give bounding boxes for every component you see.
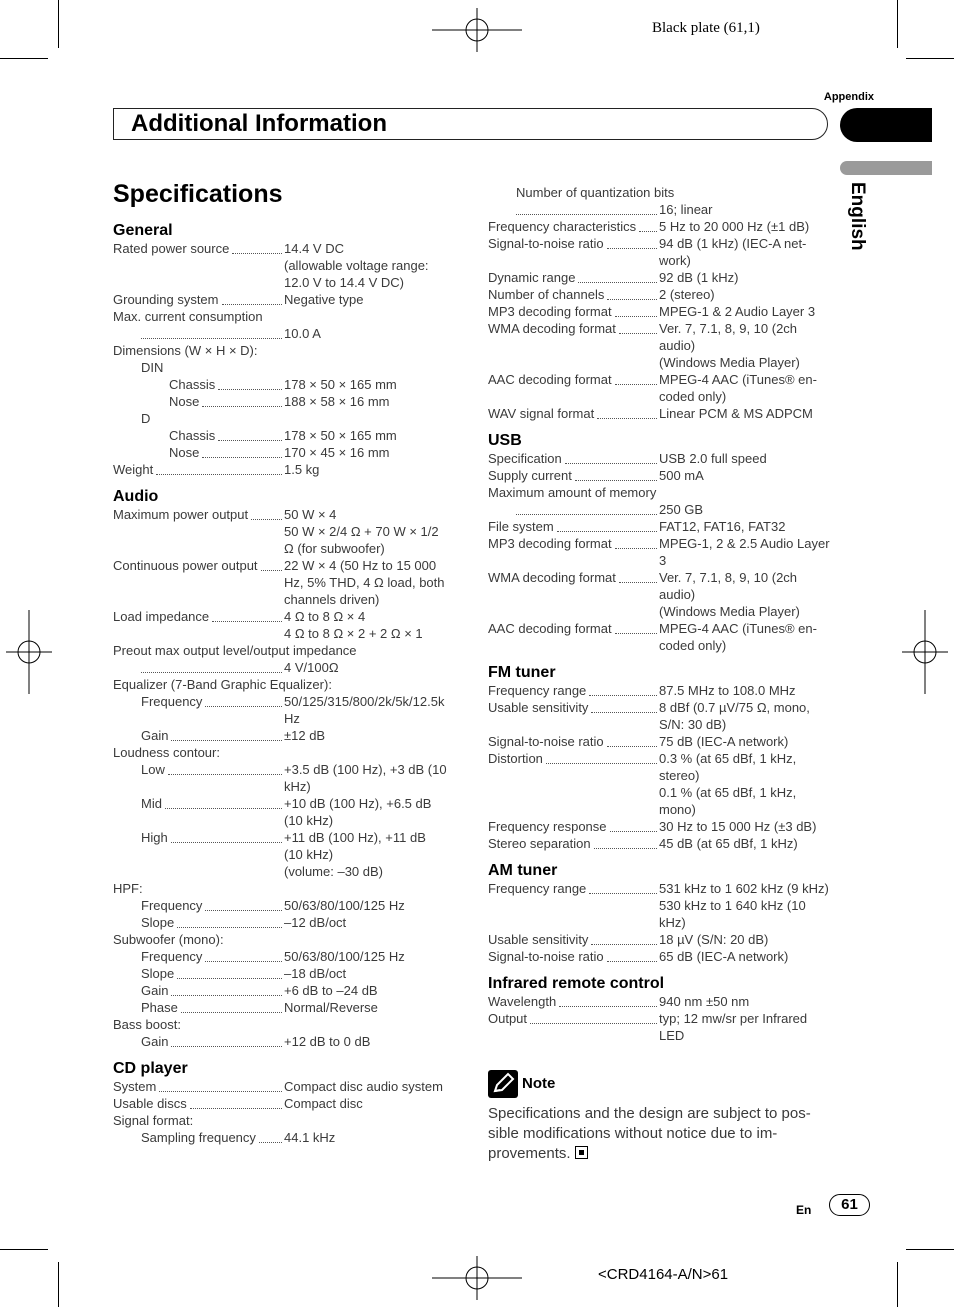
spec-row — [488, 184, 859, 201]
spec-value: 8 dBf (0.7 µV/75 Ω, mono, — [659, 700, 810, 715]
spec-row — [488, 750, 859, 767]
spec-row — [113, 308, 484, 325]
spec-value: Linear PCM & MS ADPCM — [659, 406, 813, 421]
page-number: 61 — [829, 1194, 870, 1216]
spec-row — [488, 235, 859, 252]
spec-label: Signal-to-noise ratio — [488, 734, 604, 749]
spec-value: Compact disc audio system — [284, 1079, 443, 1094]
spec-value-continued: channels driven) — [284, 592, 380, 607]
note-line-text: provements. — [488, 1145, 571, 1162]
end-mark-icon — [575, 1146, 588, 1159]
spec-row — [113, 982, 484, 999]
leader-dots — [607, 235, 657, 249]
spec-label: WMA decoding format — [488, 321, 616, 336]
leader-dots — [578, 269, 657, 283]
spec-label: D — [141, 411, 151, 426]
spec-label: Gain — [141, 728, 169, 743]
spec-label: Grounding system — [113, 292, 219, 307]
leader-dots — [159, 1078, 282, 1092]
leader-dots — [222, 291, 282, 305]
spec-row — [113, 342, 484, 359]
spec-label: Signal-to-noise ratio — [488, 236, 604, 251]
spec-label: Frequency range — [488, 881, 587, 896]
note-text — [488, 1104, 811, 1164]
spec-value: 94 dB (1 kHz) (IEC-A net- — [659, 236, 807, 251]
spec-label: Gain — [141, 983, 169, 998]
leader-dots — [594, 835, 657, 849]
spec-value: Negative type — [284, 292, 364, 307]
spec-row — [488, 948, 859, 965]
spec-row — [113, 761, 484, 778]
spec-label: AAC decoding format — [488, 621, 612, 636]
spec-label: Dynamic range — [488, 270, 576, 285]
section-heading: FM tuner — [488, 664, 556, 681]
spec-row — [488, 320, 859, 337]
leader-dots — [546, 750, 657, 764]
section-heading: Infrared remote control — [488, 975, 665, 992]
spec-label: Nose — [169, 445, 200, 460]
leader-dots — [516, 201, 657, 215]
spec-row — [113, 1033, 484, 1050]
spec-row — [113, 557, 484, 574]
spec-value-continued: 3 — [659, 553, 667, 568]
spec-row — [113, 676, 484, 693]
leader-dots — [232, 240, 282, 254]
spec-row — [113, 965, 484, 982]
leader-dots — [218, 376, 282, 390]
spec-label: System — [113, 1079, 157, 1094]
leader-dots — [516, 501, 657, 515]
registration-mark-right — [902, 610, 948, 694]
leader-dots — [165, 795, 282, 809]
spec-row — [488, 993, 859, 1010]
note-line: sible modifications without notice due to im- — [488, 1125, 778, 1142]
spec-label: Frequency response — [488, 819, 607, 834]
spec-value: +10 dB (100 Hz), +6.5 dB — [284, 796, 432, 811]
spec-label: Dimensions (W × H × D): — [113, 343, 258, 358]
spec-value-continued: (Windows Media Player) — [659, 355, 800, 370]
spec-row — [113, 359, 484, 376]
leader-dots — [205, 897, 282, 911]
leader-dots — [171, 1033, 282, 1047]
spec-label: Frequency — [141, 949, 203, 964]
spec-value: +12 dB to 0 dB — [284, 1034, 371, 1049]
spec-value: 531 kHz to 1 602 kHz (9 kHz) — [659, 881, 829, 896]
leader-dots — [141, 325, 282, 339]
spec-value: 500 mA — [659, 468, 704, 483]
spec-value: +6 dB to –24 dB — [284, 983, 378, 998]
spec-row — [488, 535, 859, 552]
spec-label: Frequency — [141, 694, 203, 709]
spec-label: High — [141, 830, 168, 845]
leader-dots — [591, 699, 657, 713]
registration-mark-left — [6, 610, 52, 694]
spec-value: MPEG-1, 2 & 2.5 Audio Layer — [659, 536, 830, 551]
spec-row — [113, 608, 484, 625]
leader-dots — [218, 427, 282, 441]
spec-row — [113, 931, 484, 948]
spec-value: ±12 dB — [284, 728, 326, 743]
spec-row — [113, 1095, 484, 1112]
spec-value-continued: coded only) — [659, 638, 727, 653]
spec-row — [488, 450, 859, 467]
spec-row — [113, 461, 484, 478]
spec-row — [113, 659, 484, 676]
spec-row — [488, 818, 859, 835]
spec-label: Usable sensitivity — [488, 932, 589, 947]
spec-label: MP3 decoding format — [488, 304, 612, 319]
spec-label: Frequency — [141, 898, 203, 913]
spec-value: 87.5 MHz to 108.0 MHz — [659, 683, 796, 698]
leader-dots — [607, 948, 657, 962]
spec-label: Rated power source — [113, 241, 230, 256]
spec-label: DIN — [141, 360, 164, 375]
spec-row — [113, 693, 484, 710]
section-heading: AM tuner — [488, 862, 558, 879]
spec-row — [113, 897, 484, 914]
leader-dots — [171, 727, 282, 741]
spec-row — [113, 1078, 484, 1095]
spec-value-continued: Hz — [284, 711, 300, 726]
spec-row — [488, 501, 859, 518]
spec-row — [488, 682, 859, 699]
spec-label: Phase — [141, 1000, 178, 1015]
spec-value: 250 GB — [659, 502, 704, 517]
spec-value: FAT12, FAT16, FAT32 — [659, 519, 786, 534]
spec-label: Maximum power output — [113, 507, 249, 522]
spec-value-continued: LED — [659, 1028, 685, 1043]
note-label: Note — [522, 1075, 556, 1092]
leader-dots — [591, 931, 657, 945]
spec-label: HPF: — [113, 881, 143, 896]
leader-dots — [202, 444, 282, 458]
spec-value: 45 dB (at 65 dBf, 1 kHz) — [659, 836, 798, 851]
leader-dots — [559, 993, 657, 1007]
spec-value: 22 W × 4 (50 Hz to 15 000 — [284, 558, 437, 573]
leader-dots — [261, 557, 282, 571]
spec-label: Maximum amount of memory — [488, 485, 657, 500]
section-tab — [840, 108, 932, 142]
spec-value-continued: 50 W × 2/4 Ω + 70 W × 1/2 — [284, 524, 439, 539]
spec-row — [113, 325, 484, 342]
spec-row — [113, 376, 484, 393]
appendix-label: Appendix — [823, 91, 874, 103]
spec-row — [113, 795, 484, 812]
spec-label: Supply current — [488, 468, 572, 483]
spec-row — [113, 506, 484, 523]
spec-value: 50 W × 4 — [284, 507, 337, 522]
registration-mark-bottom — [432, 1256, 522, 1300]
spec-value: Compact disc — [284, 1096, 363, 1111]
section-heading: General — [113, 222, 173, 239]
spec-label: Output — [488, 1011, 528, 1026]
leader-dots — [615, 371, 657, 385]
spec-row — [113, 948, 484, 965]
spec-row — [113, 291, 484, 308]
section-heading: CD player — [113, 1060, 188, 1077]
spec-row — [113, 914, 484, 931]
spec-value: 14.4 V DC — [284, 241, 344, 256]
spec-label: Chassis — [169, 377, 216, 392]
spec-value: 4 Ω to 8 Ω × 4 — [284, 609, 366, 624]
spec-value: 178 × 50 × 165 mm — [284, 428, 397, 443]
spec-value-continued: 12.0 V to 14.4 V DC) — [284, 275, 404, 290]
spec-row — [113, 829, 484, 846]
spec-label: Slope — [141, 966, 175, 981]
leader-dots — [557, 518, 657, 532]
leader-dots — [205, 693, 282, 707]
spec-value: Ver. 7, 7.1, 8, 9, 10 (2ch — [659, 321, 798, 336]
spec-value-continued: kHz) — [284, 779, 311, 794]
leader-dots — [202, 393, 282, 407]
spec-label: AAC decoding format — [488, 372, 612, 387]
spec-value: +3.5 dB (100 Hz), +3 dB (10 — [284, 762, 447, 777]
leader-dots — [589, 880, 657, 894]
spec-row — [488, 518, 859, 535]
spec-value-continued: mono) — [659, 802, 696, 817]
spec-value-continued: (allowable voltage range: — [284, 258, 429, 273]
spec-label: Usable discs — [113, 1096, 187, 1111]
spec-label: Load impedance — [113, 609, 210, 624]
spec-label: Signal-to-noise ratio — [488, 949, 604, 964]
spec-label: MP3 decoding format — [488, 536, 612, 551]
spec-value: 1.5 kg — [284, 462, 320, 477]
spec-value: 4 V/100Ω — [284, 660, 339, 675]
spec-label: Gain — [141, 1034, 169, 1049]
leader-dots — [619, 569, 657, 583]
spec-value: 188 × 58 × 16 mm — [284, 394, 390, 409]
spec-value: 50/63/80/100/125 Hz — [284, 898, 405, 913]
header-title: Additional Information — [131, 110, 387, 137]
spec-value-continued: work) — [659, 253, 691, 268]
spec-value: Normal/Reverse — [284, 1000, 378, 1015]
leader-dots — [259, 1129, 282, 1143]
spec-label: Distortion — [488, 751, 543, 766]
spec-value-continued: stereo) — [659, 768, 700, 783]
spec-label: Slope — [141, 915, 175, 930]
spec-value-continued: 0.1 % (at 65 dBf, 1 kHz, — [659, 785, 797, 800]
spec-label: Stereo separation — [488, 836, 591, 851]
leader-dots — [607, 286, 657, 300]
spec-value: 75 dB (IEC-A network) — [659, 734, 789, 749]
spec-label: Loudness contour: — [113, 745, 220, 760]
spec-label: File system — [488, 519, 554, 534]
note-pencil-icon — [488, 1070, 518, 1098]
leader-dots — [615, 303, 657, 317]
spec-label: Usable sensitivity — [488, 700, 589, 715]
footer-language: En — [796, 1203, 812, 1217]
spec-label: Signal format: — [113, 1113, 194, 1128]
spec-row — [488, 620, 859, 637]
spec-value-continued: audio) — [659, 587, 696, 602]
spec-value: –12 dB/oct — [284, 915, 347, 930]
spec-value-continued: 4 Ω to 8 Ω × 2 + 2 Ω × 1 — [284, 626, 423, 641]
spec-label: Equalizer (7-Band Graphic Equalizer): — [113, 677, 332, 692]
spec-row — [488, 1010, 859, 1027]
spec-label: Specification — [488, 451, 562, 466]
spec-value: 170 × 45 × 16 mm — [284, 445, 390, 460]
spec-value: USB 2.0 full speed — [659, 451, 767, 466]
spec-row — [113, 999, 484, 1016]
plate-label: Black plate (61,1) — [652, 20, 760, 36]
note-line — [488, 1144, 811, 1164]
spec-label: Nose — [169, 394, 200, 409]
spec-row — [113, 1112, 484, 1129]
spec-row — [113, 727, 484, 744]
spec-value: +11 dB (100 Hz), +11 dB — [284, 830, 426, 845]
leader-dots — [597, 405, 657, 419]
spec-value: MPEG-4 AAC (iTunes® en- — [659, 372, 817, 387]
spec-row — [488, 733, 859, 750]
leader-dots — [565, 450, 657, 464]
spec-row — [488, 699, 859, 716]
spec-label: Wavelength — [488, 994, 557, 1009]
spec-row — [488, 371, 859, 388]
spec-row — [113, 444, 484, 461]
spec-row — [488, 467, 859, 484]
leader-dots — [530, 1010, 657, 1024]
leader-dots — [212, 608, 282, 622]
spec-value-continued: S/N: 30 dB) — [659, 717, 727, 732]
spec-row — [113, 744, 484, 761]
spec-label: Mid — [141, 796, 162, 811]
leader-dots — [171, 982, 282, 996]
spec-value-continued: coded only) — [659, 389, 727, 404]
spec-label: Bass boost: — [113, 1017, 181, 1032]
leader-dots — [177, 914, 282, 928]
spec-value: 0.3 % (at 65 dBf, 1 kHz, — [659, 751, 797, 766]
spec-row — [488, 931, 859, 948]
spec-value: 18 µV (S/N: 20 dB) — [659, 932, 769, 947]
spec-row — [488, 405, 859, 422]
spec-value: 178 × 50 × 165 mm — [284, 377, 397, 392]
spec-row — [488, 303, 859, 320]
spec-value: 2 (stereo) — [659, 287, 715, 302]
leader-dots — [615, 535, 657, 549]
leader-dots — [615, 620, 657, 634]
spec-value-continued: (Windows Media Player) — [659, 604, 800, 619]
spec-row — [488, 218, 859, 235]
spec-value: 65 dB (IEC-A network) — [659, 949, 789, 964]
spec-label: Number of channels — [488, 287, 605, 302]
spec-row — [488, 201, 859, 218]
spec-label: Chassis — [169, 428, 216, 443]
spec-value-continued: (volume: –30 dB) — [284, 864, 383, 879]
spec-row — [113, 410, 484, 427]
spec-row — [488, 269, 859, 286]
leader-dots — [619, 320, 657, 334]
spec-row — [113, 240, 484, 257]
spec-row — [488, 880, 859, 897]
spec-value: Ver. 7, 7.1, 8, 9, 10 (2ch — [659, 570, 798, 585]
spec-value: 44.1 kHz — [284, 1130, 336, 1145]
spec-value: 5 Hz to 20 000 Hz (±1 dB) — [659, 219, 810, 234]
section-heading: Audio — [113, 488, 159, 505]
spec-row — [113, 393, 484, 410]
spec-label: Continuous power output — [113, 558, 258, 573]
spec-value: –18 dB/oct — [284, 966, 347, 981]
spec-label: Low — [141, 762, 165, 777]
leader-dots — [141, 659, 282, 673]
spec-value: 50/125/315/800/2k/5k/12.5k — [284, 694, 445, 709]
spec-value-continued: audio) — [659, 338, 696, 353]
spec-label: WAV signal format — [488, 406, 595, 421]
page-title: Specifications — [113, 180, 283, 208]
spec-value: 940 nm ±50 nm — [659, 994, 750, 1009]
spec-value-continued: Hz, 5% THD, 4 Ω load, both — [284, 575, 445, 590]
spec-value: MPEG-1 & 2 Audio Layer 3 — [659, 304, 816, 319]
spec-row — [113, 642, 484, 659]
spec-value-continued: 530 kHz to 1 640 kHz (10 — [659, 898, 806, 913]
spec-label: Weight — [113, 462, 154, 477]
spec-row — [488, 569, 859, 586]
spec-value: typ; 12 mw/sr per Infrared — [659, 1011, 808, 1026]
registration-mark-top — [432, 8, 522, 52]
spec-label: WMA decoding format — [488, 570, 616, 585]
leader-dots — [190, 1095, 282, 1109]
leader-dots — [589, 682, 657, 696]
spec-label: Frequency characteristics — [488, 219, 637, 234]
spec-row — [488, 835, 859, 852]
spec-value-continued: Ω (for subwoofer) — [284, 541, 385, 556]
leader-dots — [607, 733, 657, 747]
spec-label: Frequency range — [488, 683, 587, 698]
spec-value: 16; linear — [659, 202, 713, 217]
spec-value-continued: (10 kHz) — [284, 813, 334, 828]
leader-dots — [639, 218, 657, 232]
spec-value-continued: (10 kHz) — [284, 847, 334, 862]
leader-dots — [181, 999, 282, 1013]
spec-row — [113, 427, 484, 444]
language-tab — [840, 161, 932, 175]
leader-dots — [205, 948, 282, 962]
leader-dots — [171, 829, 282, 843]
document-code: <CRD4164-A/N>61 — [598, 1266, 729, 1283]
spec-row — [113, 1129, 484, 1146]
spec-row — [113, 1016, 484, 1033]
spec-value: 30 Hz to 15 000 Hz (±3 dB) — [659, 819, 817, 834]
spec-value: 92 dB (1 kHz) — [659, 270, 739, 285]
spec-row — [113, 880, 484, 897]
spec-value: MPEG-4 AAC (iTunes® en- — [659, 621, 817, 636]
leader-dots — [610, 818, 657, 832]
leader-dots — [575, 467, 657, 481]
spec-label: Max. current consumption — [113, 309, 263, 324]
leader-dots — [168, 761, 282, 775]
spec-value: 50/63/80/100/125 Hz — [284, 949, 405, 964]
spec-value-continued: kHz) — [659, 915, 686, 930]
spec-label: Sampling frequency — [141, 1130, 256, 1145]
note-line: Specifications and the design are subject to pos- — [488, 1105, 811, 1122]
section-heading: USB — [488, 432, 522, 449]
spec-label: Preout max output level/output impedance — [113, 643, 357, 658]
spec-label: Number of quantization bits — [516, 185, 675, 200]
spec-row — [488, 484, 859, 501]
spec-label: Subwoofer (mono): — [113, 932, 224, 947]
leader-dots — [177, 965, 282, 979]
language-label: English — [847, 182, 868, 251]
spec-value: 10.0 A — [284, 326, 321, 341]
leader-dots — [156, 461, 282, 475]
leader-dots — [251, 506, 282, 520]
spec-row — [488, 286, 859, 303]
